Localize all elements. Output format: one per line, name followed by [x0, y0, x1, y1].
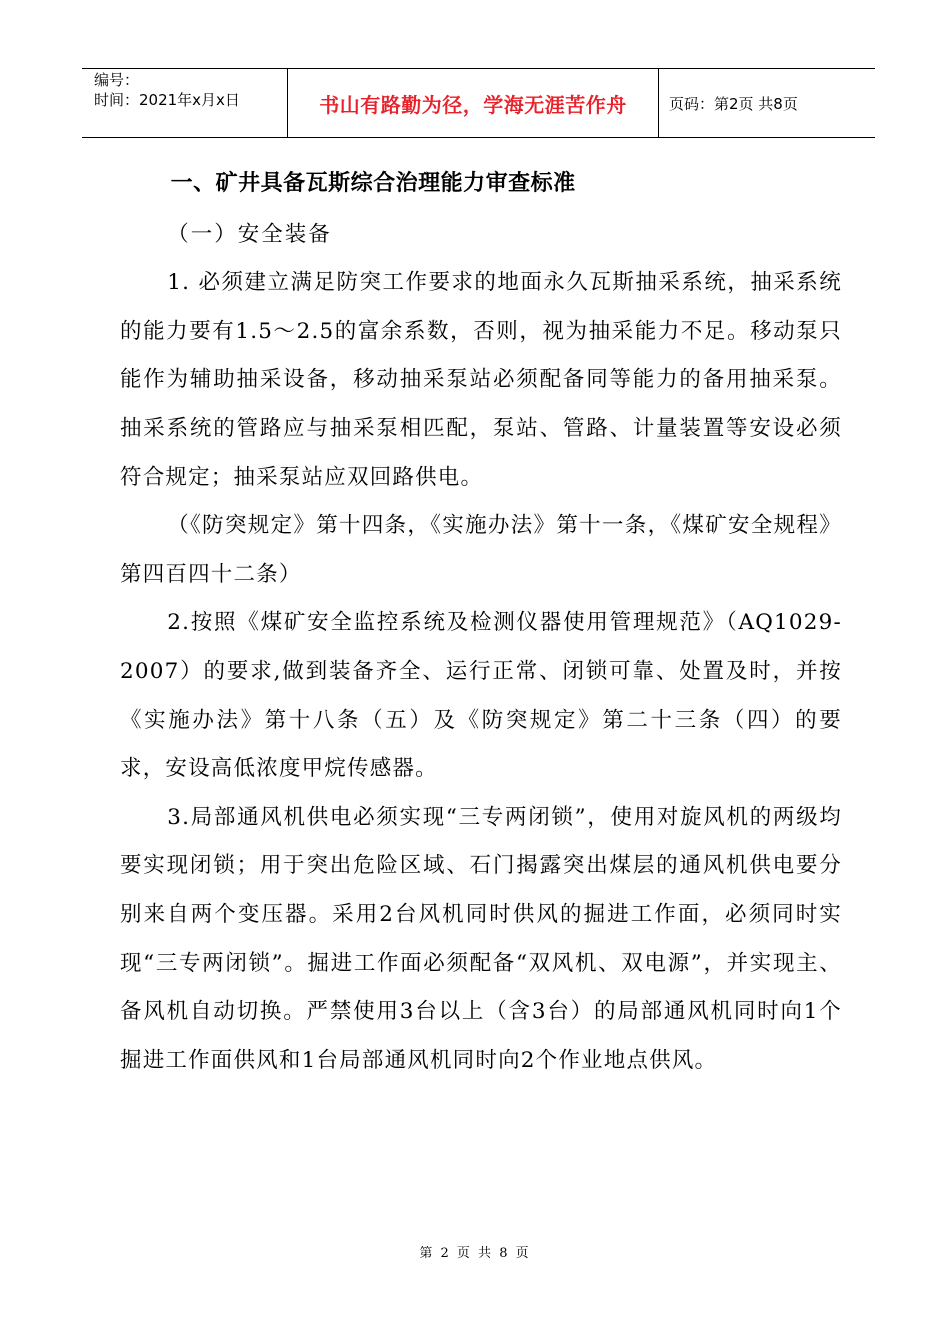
header-meta	[94, 70, 284, 110]
paragraph-item-1: 1. 必须建立满足防突工作要求的地面永久瓦斯抽采系统，抽采系统的能力要有1.5～2.5的富余系数，否则，视为抽采能力不足。移动泵只能作为辅助抽采设备，移动抽采泵站必须配备同等能力的备用抽采泵。抽采系统的管路应与抽采泵相匹配，泵站、管路、计量装置等安设必须符合规定；抽采泵站应双回路供电。	[120, 270, 842, 490]
document-body	[120, 160, 842, 1085]
header-page-info: 页码：第2页 共8页	[669, 94, 798, 113]
header-divider-right	[658, 68, 659, 138]
subsection-heading: （一）安全装备	[167, 221, 332, 247]
paragraph-item-2: 2.按照《煤矿安全监控系统及检测仪器使用管理规范》（AQ1029-2007）的要求,做到装备齐全、运行正常、闭锁可靠、处置及时，并按《实施办法》第十八条（五）及《防突规定》第二十三条（四）的要求，安设高低浓度甲烷传感器。	[120, 610, 842, 782]
header-motto: 书山有路勤为径，学海无涯苦作舟	[319, 92, 627, 117]
paragraph-reference: （《防突规定》第十四条，《实施办法》第十一条，《煤矿安全规程》第四百四十二条）	[120, 513, 842, 587]
paragraph-item-3: 3.局部通风机供电必须实现“三专两闭锁”，使用对旋风机的两级均要实现闭锁；用于突出危险区域、石门揭露突出煤层的通风机供电要分别来自两个变压器。采用2台风机同时供风的掘进工作面，必须同时实现“三专两闭锁”。掘进工作面必须配备“双风机、双电源”，并实现主、备风机自动切换。严禁使用3台以上（含3台）的局部通风机同时向1个掘进工作面供风和1台局部通风机同时向2个作业地点供风。	[120, 804, 842, 1073]
document-number-label: 编号：	[94, 71, 140, 89]
page-footer: 第 2 页 共 8 页	[419, 1246, 531, 1261]
document-time-label: 时间：2021年x月x日	[94, 91, 240, 109]
section-heading: 一、矿井具备瓦斯综合治理能力审查标准	[170, 171, 576, 196]
